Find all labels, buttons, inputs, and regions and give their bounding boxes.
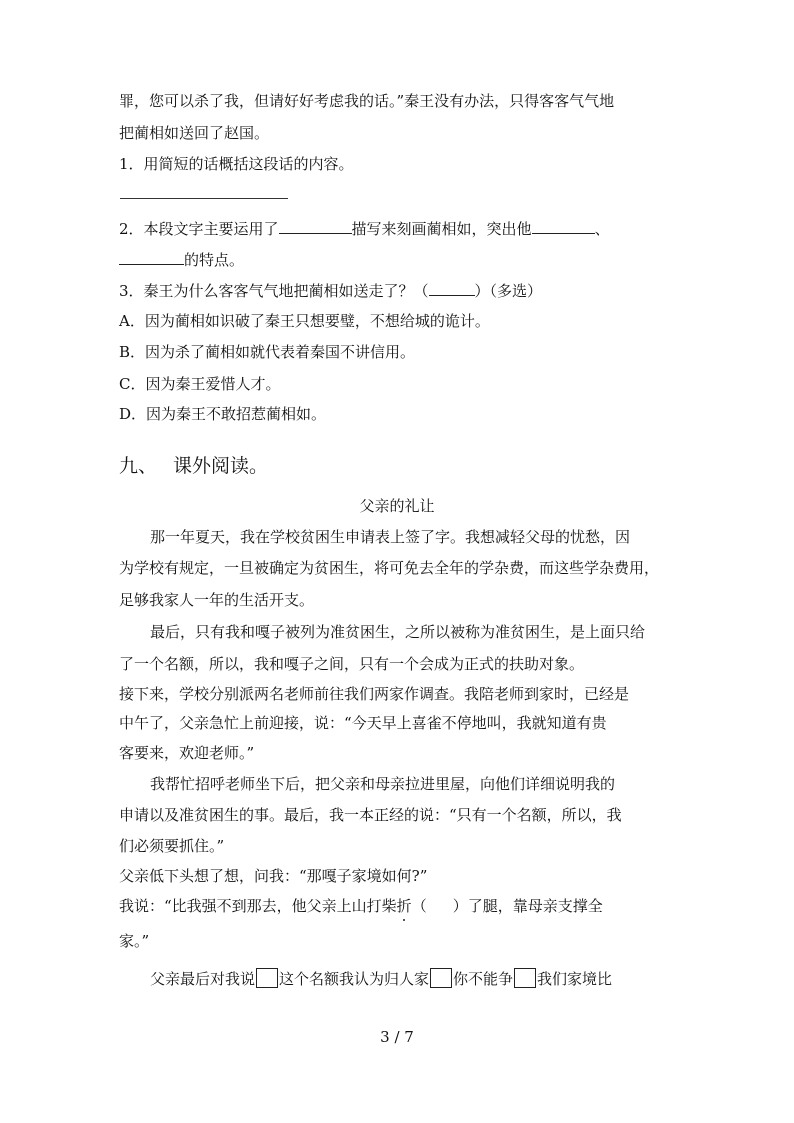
question-2-line-2	[119, 248, 244, 270]
q2-text-b: 描写来刻画蔺相如，突出他	[351, 220, 532, 238]
q2-text-d: 的特点。	[184, 251, 245, 269]
story-p4-line-2: 申请以及准贫困生的事。最后，我一本正经的说：“只有一个名额，所以，我	[119, 806, 622, 824]
q3-option-c: C．因为秦王爱惜人才。	[119, 375, 281, 393]
p7-text-b: 这个名额我认为归人家	[279, 970, 430, 988]
q3-blank[interactable]	[429, 279, 475, 296]
p6-dotted-char: 折	[396, 897, 412, 915]
punctuation-box-3[interactable]	[514, 968, 536, 988]
q2-text-c: 、	[594, 220, 610, 238]
question-1: 1．用简短的话概括这段话的内容。	[119, 155, 354, 173]
answer-line-q1[interactable]	[120, 198, 288, 199]
section-number: 九、	[119, 455, 158, 477]
p7-text-d: 我们家境比	[537, 970, 613, 988]
q3-option-a: A．因为蔺相如识破了秦王只想要璧，不想给城的诡计。	[119, 312, 490, 330]
punctuation-box-2[interactable]	[430, 968, 452, 988]
story-p2-line-1: 最后，只有我和嘎子被列为准贫困生，之所以被称为准贫困生，是上面只给	[150, 623, 646, 641]
q2-blank-1[interactable]	[279, 217, 352, 234]
story-p6-line-1	[119, 896, 603, 916]
q3-option-b: B．因为杀了蔺相如就代表着秦国不讲信用。	[119, 343, 416, 361]
q3-text-b: ）（多选）	[474, 282, 543, 300]
passage-end-line-2: 把蔺相如送回了赵国。	[119, 124, 270, 142]
p7-text-c: 你不能争	[453, 970, 514, 988]
punctuation-box-1[interactable]	[256, 968, 278, 988]
question-2-line-1	[119, 217, 610, 239]
story-p4-line-3: 们必须要抓住。”	[119, 837, 225, 855]
story-p1-line-2: 为学校有规定，一旦被确定为贫困生，将可免去全年的学杂费，而这些学杂费用，	[119, 559, 660, 577]
story-p3-line-2: 中午了，父亲急忙上前迎接，说：“今天早上喜雀不停地叫，我就知道有贵	[119, 714, 607, 732]
story-title: 父亲的礼让	[359, 497, 435, 515]
story-p1-line-3: 足够我家人一年的生活开支。	[119, 591, 315, 609]
story-p1-line-1: 那一年夏天，我在学校贫困生申请表上签了字。我想减轻父母的忧愁，因	[150, 528, 631, 546]
p6-text-a: 我说：“比我强不到那去，他父亲上山打柴	[119, 897, 397, 915]
p6-paren-open: （	[411, 897, 427, 915]
story-p2-line-2: 了一个名额，所以，我和嘎子之间，只有一个会成为正式的扶助对象。	[119, 655, 585, 673]
p6-text-c: ）了腿，靠母亲支撑全	[452, 897, 603, 915]
p7-text-a: 父亲最后对我说	[150, 970, 256, 988]
story-p4-line-1: 我帮忙招呼老师坐下后，把父亲和母亲拉进里屋，向他们详细说明我的	[150, 775, 616, 793]
question-3	[119, 279, 542, 301]
story-p7-line-1	[150, 968, 612, 989]
q2-text-a: 2．本段文字主要运用了	[119, 220, 279, 238]
q2-blank-3[interactable]	[119, 248, 184, 265]
page-number: 3 / 7	[380, 1028, 414, 1046]
story-p5-line-1: 父亲低下头想了想，问我：“那嘎子家境如何?”	[119, 867, 428, 885]
story-p6-line-2: 家。”	[119, 932, 150, 950]
q3-option-d: D．因为秦王不敢招惹蔺相如。	[119, 405, 327, 423]
q2-blank-2[interactable]	[532, 217, 595, 234]
q3-text-a: 3．秦王为什么客客气气地把蔺相如送走了？（	[119, 282, 429, 300]
section-heading	[119, 454, 268, 478]
story-p3-line-3: 客要来，欢迎老师。”	[119, 744, 255, 762]
passage-end-line-1: 罪，您可以杀了我，但请好好考虑我的话。”秦王没有办法，只得客客气气地	[119, 92, 615, 110]
section-name: 课外阅读。	[173, 455, 269, 477]
story-p3-line-1: 接下来，学校分别派两名老师前往我们两家作调查。我陪老师到家时，已经是	[119, 685, 630, 703]
